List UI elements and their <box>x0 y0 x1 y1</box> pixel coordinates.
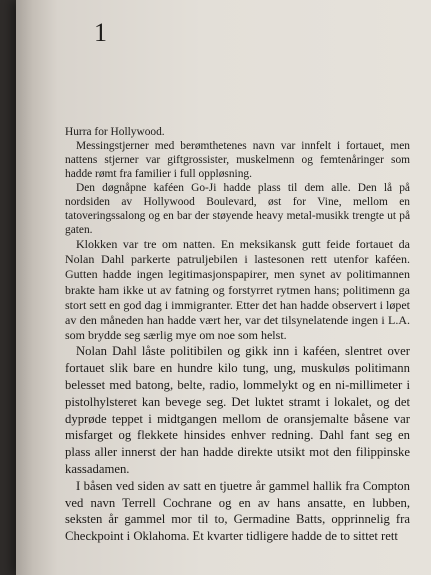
paragraph: Klokken var tre om natten. En meksikansk gutt feide fortauet da Nolan Dahl parkerte patruljebilen i lastesonen rett utenfor kaféen. Gutten hadde ingen legitimasjonspapirer, men synet av politimannen brakte ham ikke ut av fatning og forstyrret rytmen hans; politimenn ga stort sett en god dag i immigranter. Etter det han hadde observert i løpet av den måneden han hadde vært her, var det tilsynelatende ingen i L.A. som brydde seg særlig mye om noe som helst. <box>65 237 410 343</box>
paragraph: Nolan Dahl låste politibilen og gikk inn i kaféen, slentret over fortauet slik bare en hundre kilo tung, ung, muskuløs politimann belesset med batong, belte, radio, lommelykt og en ni-millimeter i pistolhylsteret kan bevege seg. Det luktet stramt i lokalet, og det dyprøde teppet i midtgangen mellom de oransjemalte båsene var misfarget og flekkete hinsides enhver redning. Dahl fant seg en plass aller innerst der han hadde direkte utsikt mot den filippinske kassadamen. <box>65 344 410 476</box>
paragraph: Messingstjerner med berømthetenes navn var innfelt i fortauet, men nattens stjerner var giftgrossister, muskelmenn og femtenåringer som hadde rømt fra familier i full oppløsning. <box>65 140 410 180</box>
paragraph: I båsen ved siden av satt en tjuetre år gammel hallik fra Compton ved navn Terrell Cochrane og en av hans ansatte, en lubben, seksten år gammel mor til to, Germadine Batts, opprinnelig fra Checkpoint i Oklahoma. Et kvarter tidligere hadde de to sittet rett <box>65 478 410 544</box>
book-page <box>16 0 431 575</box>
paragraph: Hurra for Hollywood. <box>65 126 165 138</box>
body-text <box>65 125 410 545</box>
paragraph: Den døgnåpne kaféen Go-Ji hadde plass til dem alle. Den lå på nordsiden av Hollywood Boulevard, øst for Vine, mellom en tatoveringssalong og en bar der støyende heavy metal-musikk trengte ut på gaten. <box>65 182 410 236</box>
chapter-number: 1 <box>94 18 107 47</box>
